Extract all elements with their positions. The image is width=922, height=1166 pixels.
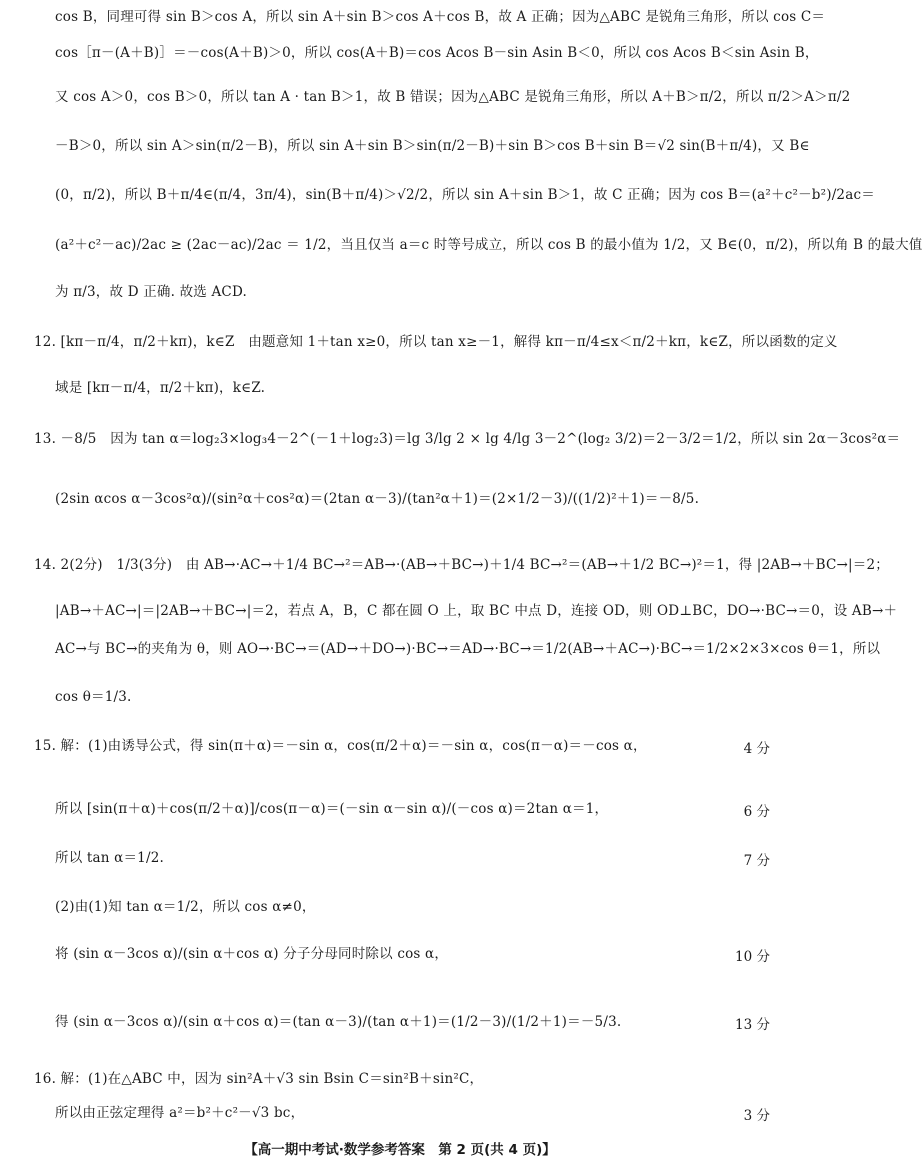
question-15-part2: (2)由(1)知 tan α＝1/2，所以 cos α≠0， [55, 899, 316, 915]
text-line: 得 (sin α－3cos α)/(sin α＋cos α)＝(tan α－3)/(tan α＋1)＝(1/2－3)/(1/2＋1)＝－5/3. [55, 1014, 622, 1030]
text-line: |AB→＋AC→|＝|2AB→＋BC→|＝2，若点 A，B，C 都在圆 O 上，取 BC 中点 D，连接 OD，则 OD⊥BC，DO→·BC→＝0，设 AB→＋ [55, 603, 898, 619]
text-line: cos θ＝1/3. [55, 689, 132, 705]
question-16-part1: 16. 解：(1)在△ABC 中，因为 sin²A＋√3 sin Bsin C＝sin²B＋sin²C， [34, 1071, 484, 1087]
text-line: (2sin αcos α－3cos²α)/(sin²α＋cos²α)＝(2tan α－3)/(tan²α＋1)＝(2×1/2－3)/((1/2)²＋1)＝－8/5. [55, 491, 700, 507]
text-line: (0，π/2)，所以 B＋π/4∈(π/4，3π/4)，sin(B＋π/4)＞√2/2，所以 sin A＋sin B＞1，故 C 正确；因为 cos B＝(a²＋c²－b²)/2ac＝ [55, 187, 875, 203]
question-14-answer: 14. 2(2分) 1/3(3分) 由 AB→·AC→＋1/4 BC→²＝AB→·(AB→＋BC→)＋1/4 BC→²＝(AB→＋1/2 BC→)²＝1，得 |2AB→＋BC→|＝2； [34, 557, 889, 573]
text-line: 所以 tan α＝1/2. [55, 850, 164, 866]
text-line: 将 (sin α－3cos α)/(sin α＋cos α) 分子分母同时除以 cos α， [55, 946, 449, 962]
question-15-part1: 15. 解：(1)由诱导公式，得 sin(π＋α)＝－sin α，cos(π/2＋α)＝－sin α，cos(π－α)＝－cos α， [34, 738, 647, 754]
score-label: 4 分 [743, 741, 770, 757]
text-line: cos B，同理可得 sin B＞cos A，所以 sin A＋sin B＞cos A＋cos B，故 A 正确；因为△ABC 是锐角三角形，所以 cos C＝ [55, 9, 826, 25]
question-13-answer: 13. －8/5 因为 tan α＝log₂3×log₃4－2^(－1＋log₂3)＝lg 3/lg 2 × lg 4/lg 3－2^(log₂ 3/2)＝2－3/2＝1/2，所以 sin 2α－3cos²α＝ [34, 431, 901, 447]
text-line: 所以由正弦定理得 a²＝b²＋c²－√3 bc， [55, 1105, 305, 1121]
score-label: 3 分 [743, 1108, 770, 1124]
page-footer: 【高一期中考试·数学参考答案 第 2 页(共 4 页)】 [244, 1142, 556, 1158]
text-line: (a²＋c²－ac)/2ac ≥ (2ac－ac)/2ac ＝ 1/2，当且仅当 a＝c 时等号成立，所以 cos B 的最小值为 1/2，又 B∈(0，π/2)，所以角 B 的最大值 [55, 237, 922, 253]
text-line: cos［π－(A＋B)］＝－cos(A＋B)＞0，所以 cos(A＋B)＝cos Acos B－sin Asin B＜0，所以 cos Acos B＜sin Asin B， [55, 45, 819, 61]
score-label: 7 分 [743, 853, 770, 869]
text-line: －B＞0，所以 sin A＞sin(π/2－B)，所以 sin A＋sin B＞sin(π/2－B)＋sin B＞cos B＋sin B＝√2 sin(B＋π/4)，又 B∈ [55, 138, 810, 154]
score-label: 13 分 [735, 1017, 770, 1033]
question-12-answer: 12. [kπ－π/4，π/2＋kπ)，k∈Z 由题意知 1＋tan x≥0，所以 tan x≥－1，解得 kπ－π/4≤x＜π/2＋kπ，k∈Z，所以函数的定义 [34, 334, 838, 350]
text-line: 域是 [kπ－π/4，π/2＋kπ)，k∈Z. [55, 380, 266, 396]
text-line: 又 cos A＞0，cos B＞0，所以 tan A · tan B＞1，故 B 错误；因为△ABC 是锐角三角形，所以 A＋B＞π/2，所以 π/2＞A＞π/2 [55, 89, 851, 105]
score-label: 10 分 [735, 949, 770, 965]
text-line: 为 π/3，故 D 正确. 故选 ACD. [55, 284, 247, 300]
text-line: 所以 [sin(π＋α)＋cos(π/2＋α)]/cos(π－α)＝(－sin α－sin α)/(－cos α)＝2tan α＝1， [55, 801, 609, 817]
text-line: AC→与 BC→的夹角为 θ，则 AO→·BC→＝(AD→＋DO→)·BC→＝AD→·BC→＝1/2(AB→＋AC→)·BC→＝1/2×2×3×cos θ＝1，所以 [55, 641, 881, 657]
score-label: 6 分 [743, 804, 770, 820]
